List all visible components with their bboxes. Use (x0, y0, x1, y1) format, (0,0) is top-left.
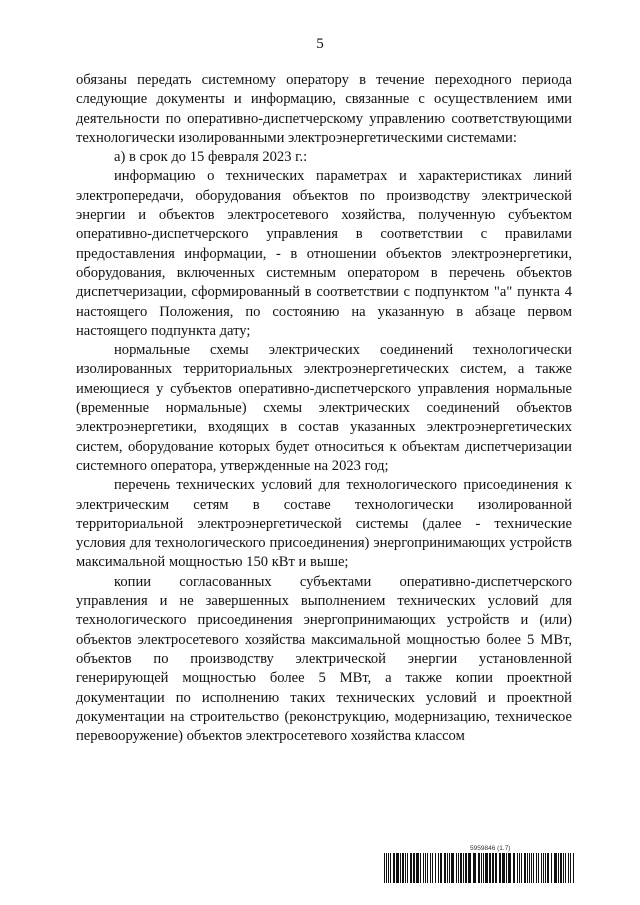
document-code: 5959846 (1.7) (470, 845, 511, 852)
paragraph: информацию о технических параметрах и характеристиках линий электропередачи, оборудования объектов по производству электрической энергии и объектов электросетевого хозяйства, полученную субъектом оперативно-диспетчерского управления в соответствии с правилами предоставления информации, - в отношении объектов электроэнергетики, оборудования, включенных системным оператором в перечень объектов диспетчеризации, сформированный в соответствии с подпунктом "а" пункта 4 настоящего Положения, по состоянию на указанную в абзаце первом настоящего подпункта дату; (76, 168, 572, 339)
paragraph: а) в срок до 15 февраля 2023 г.: (114, 149, 308, 166)
document-body (76, 71, 572, 746)
page-number: 5 (316, 36, 324, 52)
paragraph: нормальные схемы электрических соединений технологически изолированных территориальных электроэнергетических систем, а также имеющиеся у субъектов оперативно-диспетчерского управления нормальные (временные нормальные) схемы электрических соединений объектов электроэнергетики, входящих в состав указанных электроэнергетических систем, оборудование которых будет относиться к объектам диспетчеризации системного оператора, утвержденные на 2023 год; (76, 342, 572, 474)
paragraph: перечень технических условий для технологического присоединения к электрическим сетям в составе технологически изолированной территориальной электроэнергетической системы (далее - технические условия для технологического присоединения) энергопринимающих устройств максимальной мощностью 150 кВт и выше; (76, 477, 572, 571)
paragraph: обязаны передать системному оператору в течение переходного периода следующие документы и информацию, связанные с осуществлением ими деятельности по оперативно-диспетчерскому управлению соответствующими технологически изолированными электроэнергетическими системами: (76, 72, 572, 146)
paragraph: копии согласованных субъектами оперативно-диспетчерского управления и не завершенных выполнением технических условий для технологического присоединения энергопринимающих устройств и (или) объектов электросетевого хозяйства максимальной мощностью более 5 МВт, объектов по производству электрической энергии установленной генерирующей мощностью более 5 МВт, а также копии проектной документации по исполнению таких технических условий и проектной документации на строительство (реконструкцию, модернизацию, техническое перевооружение) объектов электросетевого хозяйства классом (76, 573, 572, 745)
barcode (384, 853, 574, 883)
